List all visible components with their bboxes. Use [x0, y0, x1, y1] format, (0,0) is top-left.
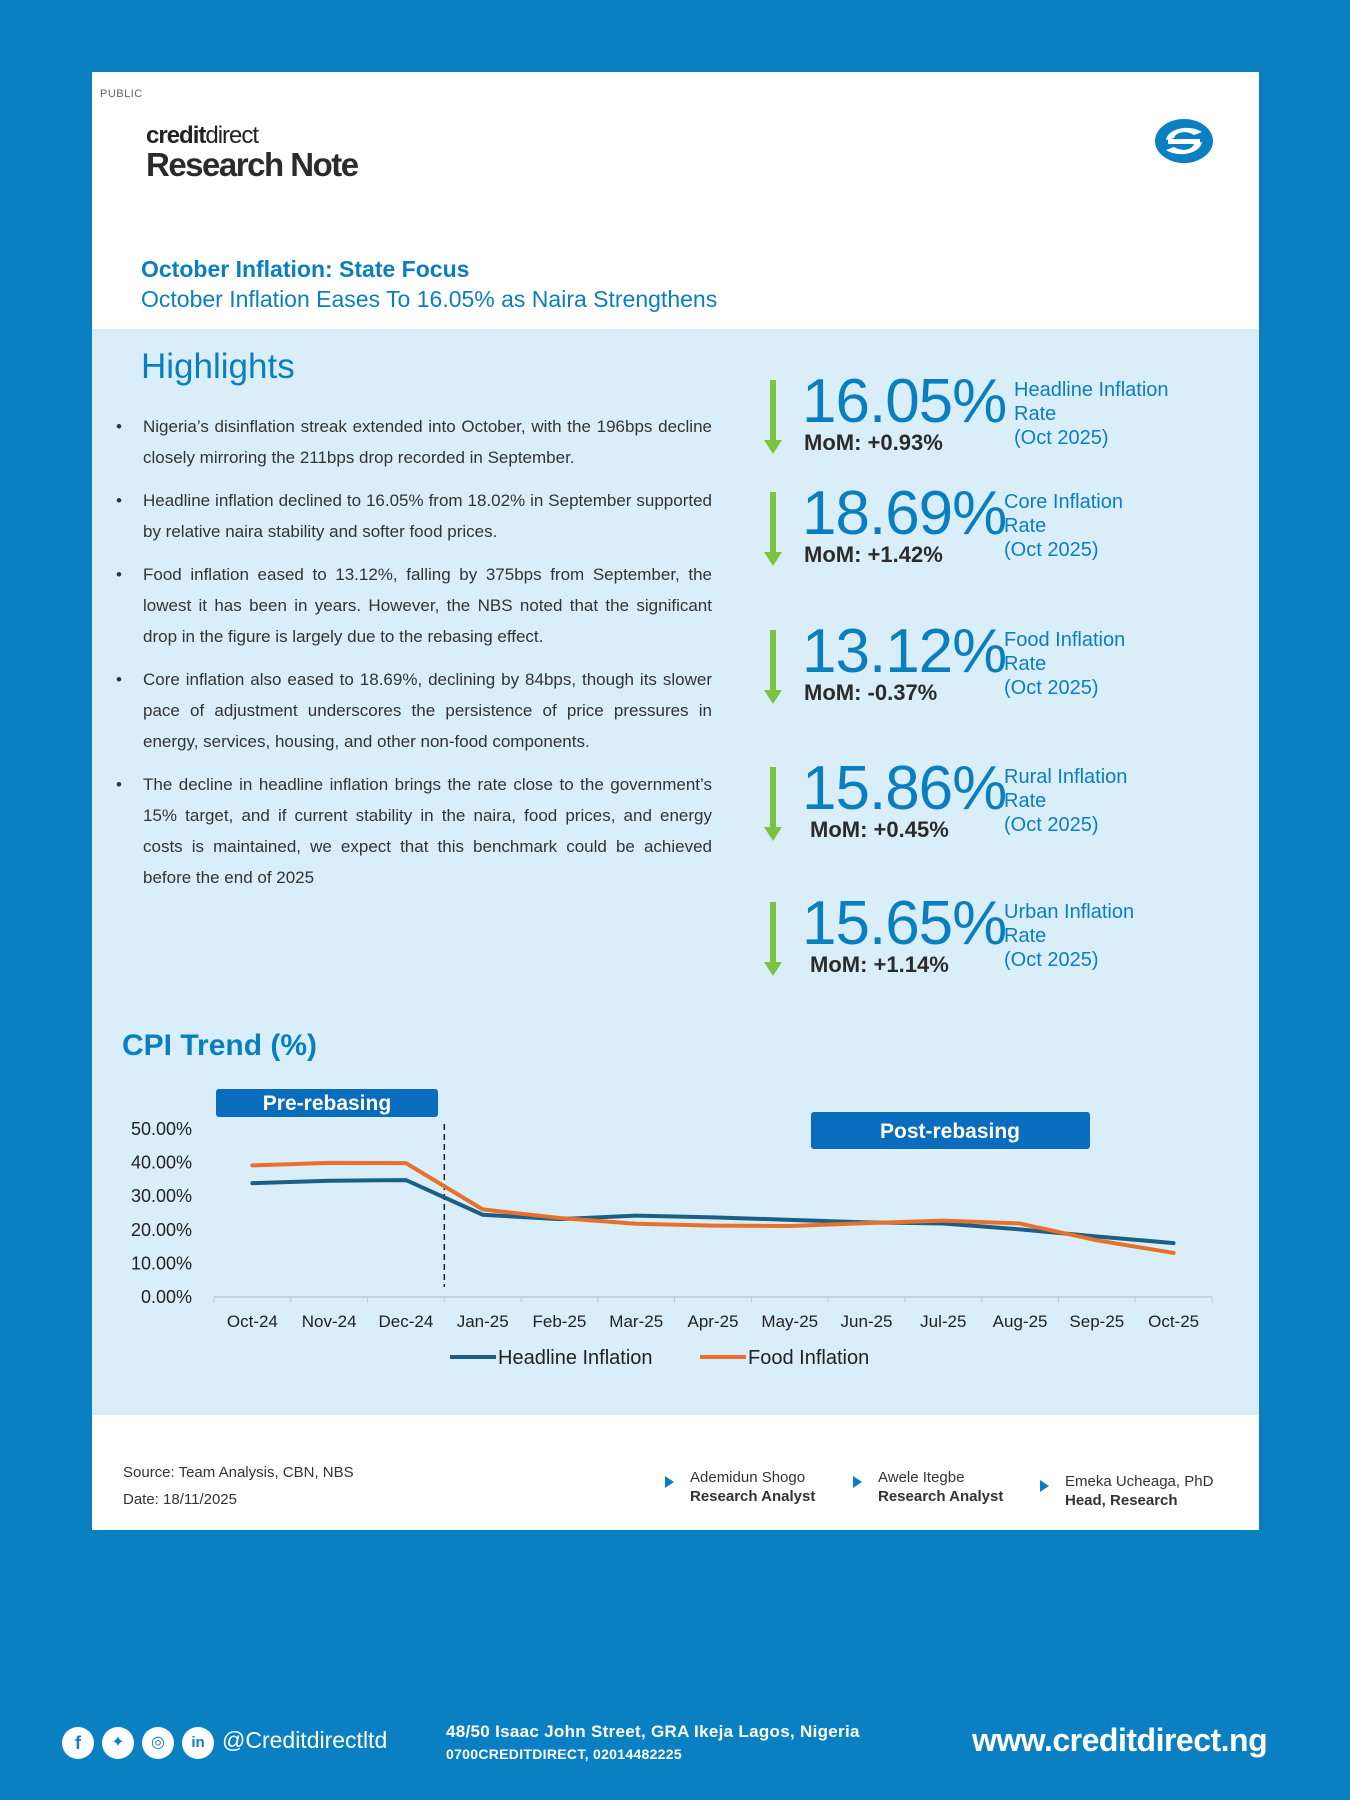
metric-mom: MoM: +0.45%: [810, 817, 949, 842]
date-note: Date: 18/11/2025: [123, 1491, 237, 1508]
chart-title: CPI Trend (%): [122, 1029, 318, 1062]
metric-label: Headline Inflation Rate (Oct 2025): [1014, 379, 1169, 449]
metric-label: Food Inflation Rate (Oct 2025): [1004, 629, 1126, 699]
headline-inflation-line: [252, 1180, 1173, 1243]
classification-label: PUBLIC: [100, 88, 143, 100]
metric-value: 13.12%: [802, 617, 1007, 686]
analyst-name: Ademidun Shogo: [690, 1469, 806, 1486]
x-tick-label: Jan-25: [456, 1312, 509, 1331]
metric-core-inflation: [764, 479, 1244, 596]
linkedin-icon[interactable]: in: [182, 1727, 214, 1759]
analyst-card: [1065, 1472, 1213, 1510]
analyst-card: [878, 1468, 1003, 1506]
metric-value: 15.86%: [802, 754, 1007, 823]
arrow-down-icon: [764, 630, 782, 704]
pre-rebasing-label: Pre-rebasing: [262, 1092, 392, 1115]
analyst-role: Research Analyst: [690, 1488, 816, 1505]
report-subtitle: October Inflation Eases To 16.05% as Naira Strengthens: [141, 286, 718, 312]
report-title: October Inflation: State Focus: [141, 256, 470, 282]
x-tick-label: May-25: [761, 1312, 819, 1331]
highlight-item: • The decline in headline inflation brings the rate close to the government’s 15% target, and if current stability in the naira, food prices, and energy costs is maintained, we expect that this benchmark could be achieved before the end of 2025: [110, 769, 712, 893]
metric-food-inflation: [764, 617, 1244, 734]
metric-mom: MoM: +1.42%: [804, 542, 943, 567]
social-handle[interactable]: @Creditdirectltd: [222, 1727, 388, 1753]
highlight-item: • Headline inflation declined to 16.05% from 18.02% in September supported by relative naira stability and softer food prices.: [110, 485, 712, 547]
arrow-down-icon: [764, 380, 782, 454]
highlight-item: • Nigeria’s disinflation streak extended into October, with the 196bps decline closely mirroring the 211bps drop recorded in September.: [110, 411, 712, 473]
highlights-list: [110, 411, 712, 905]
x-tick-label: Mar-25: [609, 1312, 664, 1331]
metric-label: Urban Inflation Rate (Oct 2025): [1004, 901, 1135, 971]
metric-urban-inflation: [764, 889, 1244, 1006]
x-tick-label: Oct-25: [1148, 1312, 1200, 1331]
x-tick-label: Nov-24: [301, 1312, 357, 1331]
metric-mom: MoM: -0.37%: [804, 680, 938, 705]
x-tick-label: Aug-25: [992, 1312, 1048, 1331]
x-tick-label: Feb-25: [532, 1312, 587, 1331]
legend-label: Food Inflation: [748, 1347, 870, 1369]
highlight-item: • Core inflation also eased to 18.69%, declining by 84bps, though its slower pace of adjustment underscores the persistence of price pressures in energy, services, housing, and other non-food components.: [110, 664, 712, 757]
x-tick-label: Apr-25: [687, 1312, 739, 1331]
analyst-card: [690, 1468, 815, 1506]
y-tick-label: 50.00%: [130, 1119, 192, 1139]
phone-numbers: 0700CREDITDIRECT, 02014482225: [446, 1746, 682, 1762]
highlights-panel: [92, 329, 1259, 1415]
arrow-down-icon: [764, 492, 782, 566]
research-note-title: Research Note: [146, 146, 358, 183]
y-tick-label: 10.00%: [130, 1253, 192, 1274]
x-tick-label: Oct-24: [226, 1312, 278, 1331]
metric-rural-inflation: [764, 754, 1244, 871]
metric-label: Core Inflation Rate (Oct 2025): [1004, 491, 1123, 561]
y-tick-label: 20.00%: [130, 1219, 192, 1240]
legend-label: Headline Inflation: [498, 1347, 653, 1369]
twitter-icon[interactable]: ✦: [102, 1727, 134, 1759]
analyst-role: Research Analyst: [878, 1488, 1004, 1505]
source-note: Source: Team Analysis, CBN, NBS: [123, 1464, 354, 1481]
facebook-icon[interactable]: f: [62, 1727, 94, 1759]
research-note-page: [92, 72, 1259, 1530]
website-link[interactable]: www.creditdirect.ng: [972, 1722, 1268, 1758]
x-tick-label: Jul-25: [920, 1312, 967, 1331]
triangle-bullet-icon: [853, 1476, 862, 1488]
y-tick-label: 30.00%: [130, 1186, 192, 1207]
highlights-heading: Highlights: [141, 347, 295, 386]
x-tick-label: Dec-24: [378, 1312, 434, 1331]
post-rebasing-label: Post-rebasing: [879, 1120, 1021, 1143]
arrow-down-icon: [764, 902, 782, 976]
analyst-role: Head, Research: [1065, 1492, 1178, 1509]
x-tick-label: Jun-25: [840, 1312, 893, 1331]
metric-mom: MoM: +1.14%: [810, 952, 949, 977]
metric-headline-inflation: [764, 367, 1244, 484]
x-tick-label: Sep-25: [1069, 1312, 1125, 1331]
credit-direct-logo-icon: [1154, 118, 1214, 164]
metric-mom: MoM: +0.93%: [804, 430, 943, 455]
highlight-item: • Food inflation eased to 13.12%, falling by 375bps from September, the lowest it has been in years. However, the NBS noted that the significant drop in the figure is largely due to the rebasing effect.: [110, 559, 712, 652]
metric-value: 15.65%: [802, 889, 1007, 958]
triangle-bullet-icon: [1040, 1480, 1049, 1492]
y-tick-label: 0.00%: [140, 1287, 192, 1307]
analyst-name: Emeka Ucheaga, PhD: [1065, 1473, 1214, 1490]
triangle-bullet-icon: [665, 1476, 674, 1488]
cpi-trend-chart: [92, 1084, 1259, 1384]
metric-value: 18.69%: [802, 479, 1007, 548]
office-address: 48/50 Isaac John Street, GRA Ikeja Lagos, Nigeria: [446, 1722, 860, 1741]
instagram-icon[interactable]: ◎: [142, 1727, 174, 1759]
metric-value: 16.05%: [802, 367, 1007, 436]
y-tick-label: 40.00%: [130, 1152, 192, 1173]
metric-label: Rural Inflation Rate (Oct 2025): [1004, 766, 1128, 836]
arrow-down-icon: [764, 767, 782, 841]
food-inflation-line: [252, 1163, 1173, 1253]
brand-wordmark: creditdirect: [146, 122, 259, 149]
analyst-name: Awele Itegbe: [878, 1469, 965, 1486]
